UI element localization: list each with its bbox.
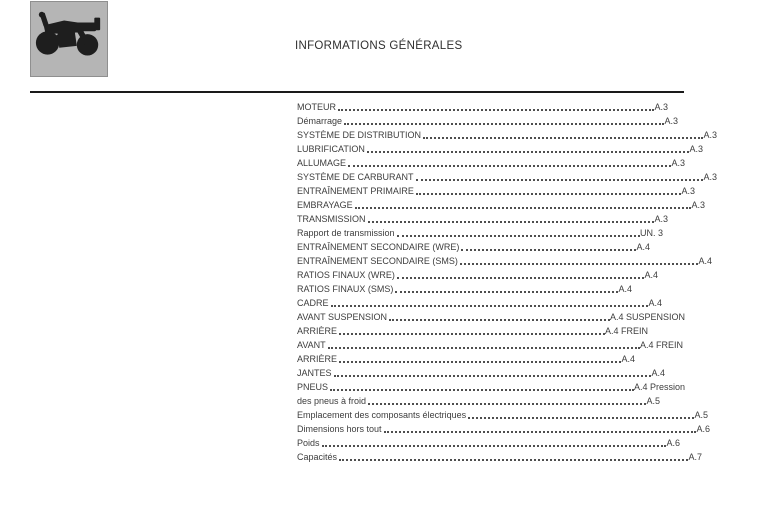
toc-entry-label: ARRIÈRE: [297, 354, 338, 364]
dotted-leader: [331, 305, 649, 307]
toc-entry-label: Capacités: [297, 452, 338, 462]
dotted-leader: [348, 165, 671, 167]
toc-entry: [297, 267, 658, 281]
toc-entry: [297, 253, 712, 267]
dotted-leader: [334, 375, 652, 377]
toc-entry-label: Emplacement des composants électriques: [297, 410, 467, 420]
toc-entry: [297, 365, 665, 379]
toc-entry-page: A.4: [698, 256, 712, 266]
toc-entry-label: EMBRAYAGE: [297, 200, 353, 210]
dotted-leader: [416, 179, 704, 181]
toc-entry-label: Rapport de transmission: [297, 228, 395, 238]
toc-entry-label: CADRE: [297, 298, 329, 308]
toc-entry: [297, 407, 708, 421]
toc-entry: [297, 225, 663, 239]
dotted-leader: [338, 109, 654, 111]
dotted-leader: [355, 207, 692, 209]
toc-entry-label: MOTEUR: [297, 102, 336, 112]
dotted-leader: [367, 151, 690, 153]
dotted-leader: [397, 235, 640, 237]
toc-entry-label: Poids: [297, 438, 320, 448]
toc-entry-page: A.7: [688, 452, 702, 462]
header-divider: [30, 91, 684, 93]
dotted-leader: [339, 459, 688, 461]
toc-entry-label: ALLUMAGE: [297, 158, 347, 168]
dotted-leader: [328, 347, 640, 349]
toc-entry-page: A.3: [664, 116, 678, 126]
toc-entry-label: Démarrage: [297, 116, 343, 126]
toc-entry-page: A.3: [703, 130, 717, 140]
toc-entry-label: ARRIÈRE: [297, 326, 338, 336]
toc-entry-page: A.5: [646, 396, 660, 406]
dotted-leader: [322, 445, 667, 447]
toc-entry-label: SYSTÈME DE CARBURANT: [297, 172, 414, 182]
dotted-leader: [368, 403, 646, 405]
dotted-leader: [395, 291, 618, 293]
toc-entry-page: A.3: [691, 200, 705, 210]
toc-entry-page: A.4 Pression: [633, 382, 685, 392]
toc-entry: [297, 239, 650, 253]
toc-entry: [297, 323, 648, 337]
toc-entry: [297, 421, 710, 435]
toc-entry: [297, 449, 702, 463]
motorcycle-icon: [31, 2, 107, 76]
dotted-leader: [339, 333, 605, 335]
toc-entry: [297, 99, 668, 113]
dotted-leader: [344, 123, 664, 125]
toc-entry-page: A.3: [654, 102, 668, 112]
toc-entry-label: Dimensions hors tout: [297, 424, 382, 434]
toc-entry-page: A.4: [648, 298, 662, 308]
toc-entry-page: A.3: [654, 214, 668, 224]
toc-entry-page: A.5: [694, 410, 708, 420]
toc-entry-label: RATIOS FINAUX (WRE): [297, 270, 395, 280]
toc-entry: [297, 351, 635, 365]
toc-entry-page: A.4 FREIN: [639, 340, 683, 350]
page-title: INFORMATIONS GÉNÉRALES: [295, 40, 463, 52]
toc-entry-label: ENTRAÎNEMENT SECONDAIRE (SMS): [297, 256, 458, 266]
toc-entry-page: A.4 SUSPENSION: [609, 312, 685, 322]
toc-entry: [297, 183, 695, 197]
toc-entry-page: A.4: [618, 284, 632, 294]
toc-entry-label: ENTRAÎNEMENT PRIMAIRE: [297, 186, 414, 196]
toc-entry-page: UN. 3: [639, 228, 663, 238]
toc-entry-page: A.3: [681, 186, 695, 196]
toc-entry: [297, 211, 668, 225]
toc-entry-label: LUBRIFICATION: [297, 144, 365, 154]
toc-entry: [297, 337, 683, 351]
toc-entry: [297, 379, 685, 393]
toc-entry-page: A.3: [671, 158, 685, 168]
toc-entry-page: A.4: [644, 270, 658, 280]
dotted-leader: [460, 263, 699, 265]
toc-entry-label: PNEUS: [297, 382, 329, 392]
toc-entry-label: JANTES: [297, 368, 332, 378]
brand-logo: [30, 1, 108, 77]
toc-entry-page: A.3: [689, 144, 703, 154]
toc-entry-label: TRANSMISSION: [297, 214, 366, 224]
toc-entry: [297, 295, 662, 309]
toc-entry-page: A.4: [651, 368, 665, 378]
toc-entry-page: A.6: [696, 424, 710, 434]
toc-entry: [297, 113, 678, 127]
toc-entry-label: des pneus à froid: [297, 396, 367, 406]
toc-entry: [297, 309, 685, 323]
dotted-leader: [339, 361, 621, 363]
toc-entry-page: A.6: [666, 438, 680, 448]
dotted-leader: [461, 249, 636, 251]
toc-entry: [297, 281, 632, 295]
toc-entry-page: A.4 FREIN: [604, 326, 648, 336]
dotted-leader: [384, 431, 697, 433]
toc-entry: [297, 155, 685, 169]
toc-entry: [297, 169, 717, 183]
toc-entry-label: ENTRAÎNEMENT SECONDAIRE (WRE): [297, 242, 460, 252]
toc-entry-label: SYSTÈME DE DISTRIBUTION: [297, 130, 422, 140]
table-of-contents: [297, 99, 717, 463]
dotted-leader: [397, 277, 645, 279]
dotted-leader: [330, 389, 634, 391]
toc-entry: [297, 197, 705, 211]
toc-entry-label: AVANT SUSPENSION: [297, 312, 388, 322]
toc-entry: [297, 141, 703, 155]
dotted-leader: [416, 193, 682, 195]
toc-entry-label: RATIOS FINAUX (SMS): [297, 284, 394, 294]
toc-entry: [297, 127, 717, 141]
toc-entry-page: A.4: [621, 354, 635, 364]
dotted-leader: [423, 137, 703, 139]
toc-entry: [297, 435, 680, 449]
toc-entry-label: AVANT: [297, 340, 326, 350]
toc-entry-page: A.3: [703, 172, 717, 182]
toc-entry-page: A.4: [636, 242, 650, 252]
toc-entry: [297, 393, 660, 407]
dotted-leader: [368, 221, 655, 223]
dotted-leader: [468, 417, 694, 419]
dotted-leader: [389, 319, 610, 321]
